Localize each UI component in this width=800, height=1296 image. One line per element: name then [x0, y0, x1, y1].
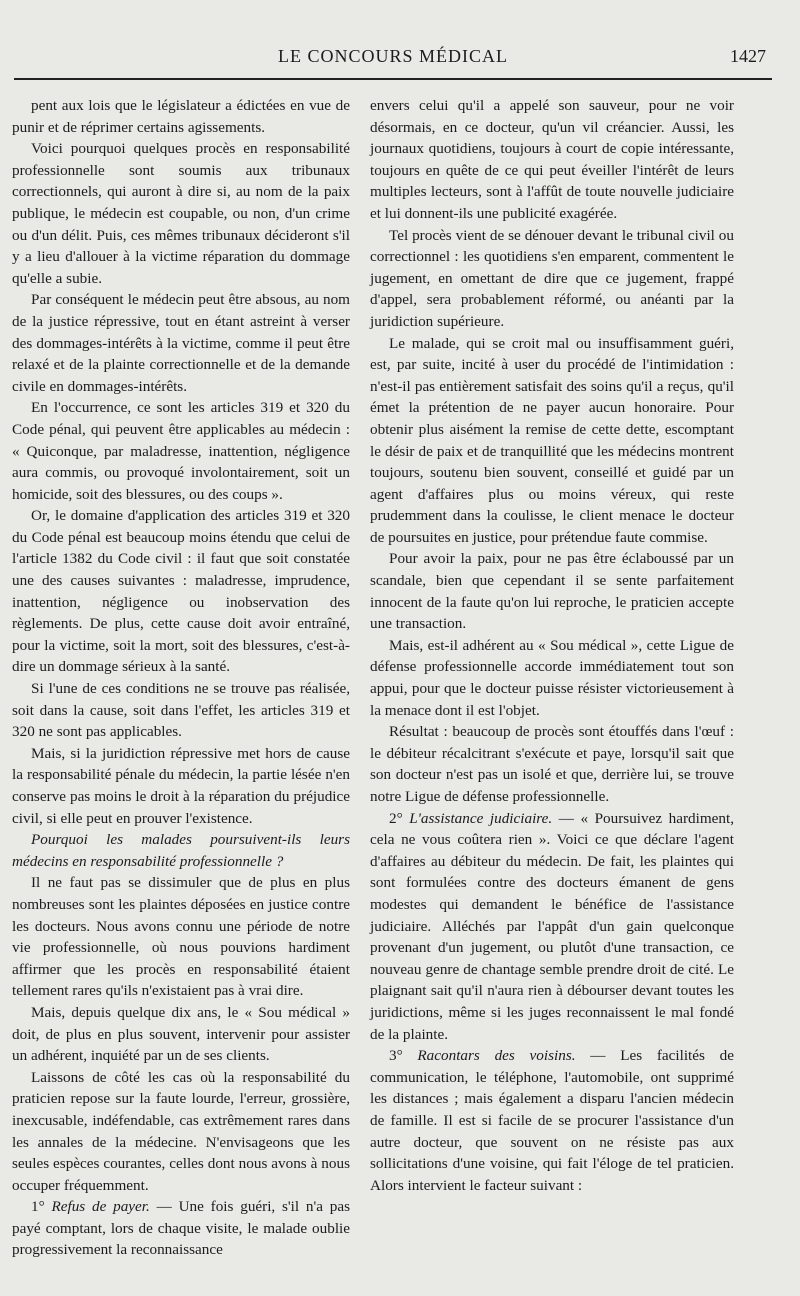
paragraph — [12, 1196, 350, 1261]
right-column — [370, 95, 734, 1196]
paragraph-text: pent aux lois que le législateur a édictées en vue de punir et de réprimer certains agissements. — [12, 97, 350, 136]
paragraph-text: Pour avoir la paix, pour ne pas être éclaboussé par un scandale, bien que cependant il se sente parfaitement innocent de la faute qu'on lui reproche, le praticien accepte une transaction. — [370, 550, 734, 633]
paragraph — [370, 333, 734, 549]
paragraph — [12, 138, 350, 289]
paragraph-text: Mais, depuis quelque dix ans, le « Sou médical » doit, de plus en plus souvent, intervenir pour assister un adhérent, inquiété par un de ses clients. — [12, 1003, 350, 1065]
paragraph — [12, 397, 350, 505]
paragraph-text: Mais, est-il adhérent au « Sou médical », cette Ligue de défense professionnelle accorde immédiatement tout son appui, pour que le docteur puisse résister victorieusement à la menace dont il est l'objet. — [370, 636, 734, 719]
paragraph — [12, 1067, 350, 1197]
section-heading: L'assistance judiciaire. — [409, 809, 553, 827]
paragraph-text: Voici pourquoi quelques procès en responsabilité professionnelle sont soumis aux tribunaux correctionnels, qui auront à dire si, au nom de la paix publique, le médecin est coupable, ou non, d'un crime ou d'un délit. Puis, ces mêmes tribunaux décideront s'il y a lieu d'allouer à la victime réparation du dommage qu'elle a subie. — [12, 140, 350, 287]
running-title: LE CONCOURS MÉDICAL — [277, 46, 508, 66]
paragraph — [370, 548, 734, 634]
section-heading: Refus de payer. — [51, 1198, 150, 1216]
paragraph — [370, 808, 734, 1046]
paragraph — [12, 1002, 350, 1067]
paragraph — [12, 505, 350, 678]
section-number: 3° — [389, 1047, 418, 1065]
paragraph — [12, 743, 350, 829]
paragraph-text: Il ne faut pas se dissimuler que de plus en plus nombreuses sont les plaintes déposées en justice contre les docteurs. Nous avons connu une période de notre vie professionnelle, où nous pouvions hardiment affirmer que les procès en responsabilité étaient tellement rares qu'ils n'existaient pas à vrai dire. — [12, 874, 350, 1000]
paragraph — [370, 225, 734, 333]
paragraph-text: Laissons de côté les cas où la responsabilité du praticien repose sur la faute lourde, l'erreur, grossière, inexcusable, indéfendable, cas extrêmement rares dans les annales de la médecine. N'envisageons que les seules espèces courantes, celles dont nous avons à nous occuper fréquemment. — [12, 1068, 350, 1194]
paragraph-text: Résultat : beaucoup de procès sont étouffés dans l'œuf : le débiteur récalcitrant s'exécute et paye, lorsqu'il sait que son docteur n'est pas un isolé et que, derrière lui, se trouve notre Ligue de défense professionnelle. — [370, 723, 734, 805]
paragraph-text: envers celui qu'il a appelé son sauveur, pour ne voir désormais, en ce docteur, qu'un vil créancier. Aussi, les journaux quotidiens, toujours à court de copie intéressante, toujours en quête de ce qui peut éveiller l'intérêt de leurs multiples lecteurs, sont à l'affût de toute nouvelle judiciaire et lui donnent-ils une publicité exagérée. — [370, 97, 734, 222]
paragraph — [370, 721, 734, 807]
paragraph — [370, 1045, 734, 1196]
section-number: 1° — [31, 1198, 52, 1216]
page-header — [14, 38, 772, 80]
paragraph-text: Mais, si la juridiction répressive met hors de cause la responsabilité pénale du médecin, la partie lésée n'en conserve pas moins le droit à la réparation du préjudice civil, si elle peut en prouver l'existence. — [12, 744, 350, 827]
left-column — [12, 95, 350, 1261]
paragraph-text: Si l'une de ces conditions ne se trouve pas réalisée, soit dans la cause, soit dans l'effet, les articles 319 et 320 ne sont pas applicables. — [12, 680, 350, 741]
paragraph-text: Tel procès vient de se dénouer devant le tribunal civil ou correctionnel : les quotidiens s'en emparent, commentent le jugement, en omettant de dire que ce jugement, frappé d'appel, sera probablement réformé, ou anéanti par la juridiction supérieure. — [370, 226, 734, 330]
paragraph — [370, 635, 734, 721]
paragraph — [370, 95, 734, 225]
paragraph-text: En l'occurrence, ce sont les articles 319 et 320 du Code pénal, qui peuvent être applicables au médecin : « Quiconque, par maladresse, inattention, négligence aura commis, ou provoqué involontairement, soit un homicide, soit des blessures, ou des coups ». — [12, 399, 350, 503]
paragraph-text: — Une fois guéri, s'il n'a pas payé comptant, lors de chaque visite, le malade oublie progressivement la reconnaissance — [12, 1198, 350, 1259]
paragraph — [12, 678, 350, 743]
page-number: 1427 — [730, 46, 766, 66]
paragraph-text: — « Poursuivez hardiment, cela ne vous coûtera rien ». Voici ce que déclare l'agent d'affaires au débiteur du médecin. De fait, les plaintes qui sont formulées contre des docteurs émanent de gens modestes qui demandent le bénéfice de l'assistance judiciaire. Alléchés par l'appât d'un gain quelconque provenant d'un jugement, ou plutôt d'une transaction, ce nouveau genre de chantage semble prendre droit de cité. Le plaignant sait qu'il n'aura rien à débourser devant toutes les juridictions, même si les juges reconnaissent le mal fondé de la plainte. — [370, 809, 734, 1043]
paragraph-text: — Les facilités de communication, le téléphone, l'automobile, ont supprimé les distances ; mais également a disparu l'ancien médecin de famille. Il est si facile de se procurer l'assistance d'un autre docteur, que souvent on ne résiste pas aux sollicitations d'une voisine, qui fait l'éloge de tel praticien. Alors intervient le facteur suivant : — [370, 1047, 734, 1194]
paragraph — [12, 872, 350, 1002]
paragraph — [12, 289, 350, 397]
paragraph-text: Or, le domaine d'application des articles 319 et 320 du Code pénal est beaucoup moins étendu que celui de l'article 1382 du Code civil : il faut que soit constatée une des causes suivantes : maladresse, imprudence, inattention, négligence ou inobservation des règlements. De plus, cette cause doit avoir entraîné, pour la victime, soit la mort, soit des blessures, c'est-à-dire un dommage sérieux à la santé. — [12, 507, 350, 676]
paragraph — [12, 95, 350, 138]
paragraph-text: Par conséquent le médecin peut être absous, au nom de la justice répressive, tout en étant astreint à verser des dommages-intérêts à la victime, comme il peut être relaxé et de la plainte correctionnelle et de la demande civile en dommages-intérêts. — [12, 291, 350, 395]
section-number: 2° — [389, 809, 410, 827]
paragraph-text: Le malade, qui se croit mal ou insuffisamment guéri, est, par suite, incité à user du procédé de l'intimidation : n'est-il pas entièrement satisfait des soins qu'il a reçus, qu'il émet la prétention de ne payer aucun honoraire. Pour obtenir plus aisément la remise de cette dette, escomptant le désir de paix et de tranquillité que les médecins montrent toujours, soutenu bien souvent, conseillé et guidé par un agent d'affaires plus ou moins véreux, qui reste prudemment dans la coulisse, le client menace le docteur de poursuites en justice, pour prétendue faute commise. — [370, 334, 734, 546]
section-heading: Racontars des voisins. — [417, 1047, 576, 1065]
paragraph — [12, 829, 350, 872]
paragraph-text: Pourquoi les malades poursuivent-ils leurs médecins en responsabilité professionnelle ? — [12, 831, 350, 870]
